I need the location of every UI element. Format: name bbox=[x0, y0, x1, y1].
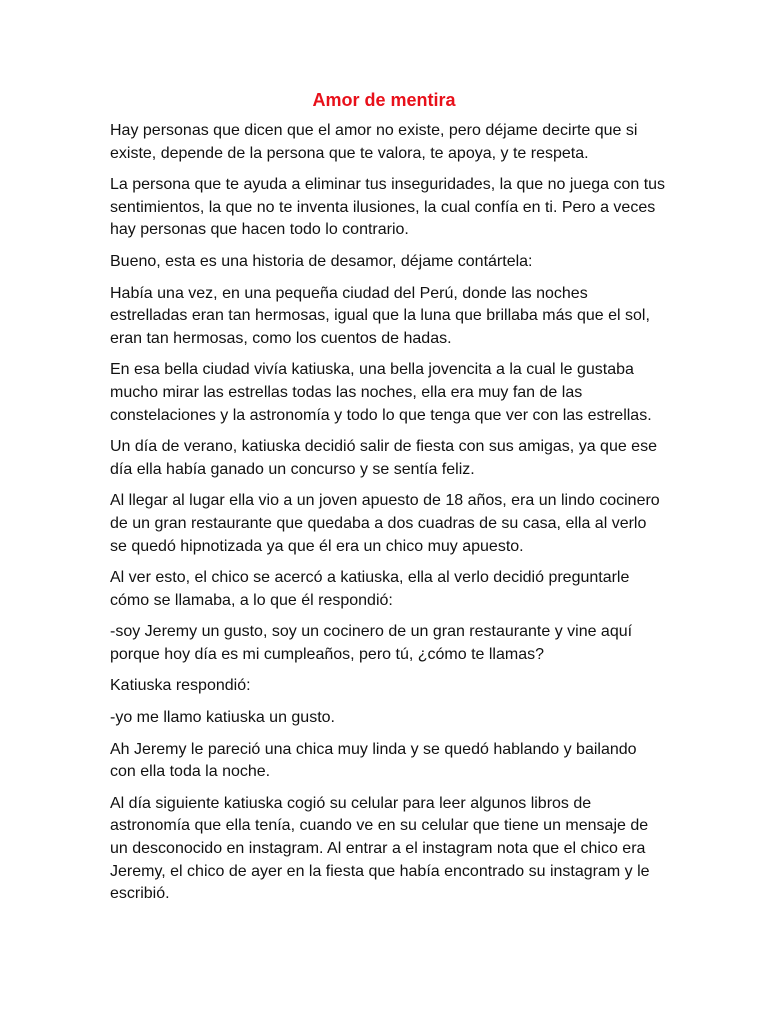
document-body bbox=[110, 120, 666, 915]
paragraph: -yo me llamo katiuska un gusto. bbox=[110, 709, 335, 727]
paragraph: Al ver esto, el chico se acercó a katiuska, ella al verlo decidió preguntarle cómo se llamaba, a lo que él respondió: bbox=[110, 569, 630, 609]
paragraph: Katiuska respondió: bbox=[110, 677, 251, 695]
paragraph: -soy Jeremy un gusto, soy un cocinero de un gran restaurante y vine aquí porque hoy día es mi cumpleaños, pero tú, ¿cómo te llamas? bbox=[110, 623, 633, 663]
paragraph: Un día de verano, katiuska decidió salir de fiesta con sus amigas, ya que ese día ella había ganado un concurso y se sentía feliz. bbox=[110, 438, 657, 478]
document-title: Amor de mentira bbox=[312, 90, 456, 110]
paragraph: Al día siguiente katiuska cogió su celular para leer algunos libros de astronomía que ella tenía, cuando ve en su celular que tiene un mensaje de un desconocido en instagram. Al entrar a el instagram nota que el chico era Jeremy, el chico de ayer en la fiesta que había encontrado su instagram y le escribió. bbox=[110, 794, 650, 903]
paragraph: Ah Jeremy le pareció una chica muy linda y se quedó hablando y bailando con ella toda la noche. bbox=[110, 740, 637, 781]
paragraph: En esa bella ciudad vivía katiuska, una bella jovencita a la cual le gustaba mucho mirar las estrellas todas las noches, ella era muy fan de las constelaciones y la astronomía y todo lo que tenga que ver con las estrellas. bbox=[110, 361, 652, 424]
paragraph: Al llegar al lugar ella vio a un joven apuesto de 18 años, era un lindo cocinero de un gran restaurante que quedaba a dos cuadras de su casa, ella al verlo se quedó hipnotizada ya que él era un chico muy apuesto. bbox=[110, 492, 660, 555]
paragraph: Había una vez, en una pequeña ciudad del Perú, donde las noches estrelladas eran tan hermosas, igual que la luna que brillaba más que el sol, eran tan hermosas, como los cuentos de hadas. bbox=[110, 284, 650, 347]
paragraph: Hay personas que dicen que el amor no existe, pero déjame decirte que si existe, depende de la persona que te valora, te apoya, y te respeta. bbox=[110, 122, 638, 162]
paragraph: La persona que te ayuda a eliminar tus inseguridades, la que no juega con tus sentimientos, la que no te inventa ilusiones, la cual confía en ti. Pero a veces hay personas que hacen todo lo contrario. bbox=[110, 176, 666, 239]
paragraph: Bueno, esta es una historia de desamor, déjame contártela: bbox=[110, 252, 533, 270]
